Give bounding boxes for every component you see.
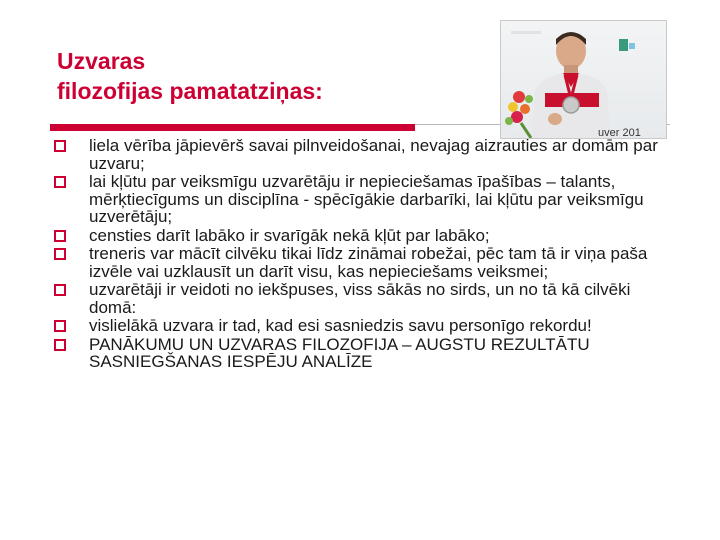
bullet-text: vislielākā uzvara ir tad, kad esi sasniedzis savu personīgo rekordu!	[89, 316, 592, 335]
slide-title	[57, 46, 477, 106]
bullet-text: uzvarētāji ir veidoti no iekšpuses, viss sākās no sirds, un no tā kā cilvēki domā:	[89, 280, 631, 317]
bullet-text: PANĀKUMU UN UZVARAS FILOZOFIJA – AUGSTU REZULTĀTU SASNIEGŠANAS IESPĒJU ANALĪZE	[89, 334, 590, 371]
title-line-2: filozofijas pamatatziņas:	[57, 78, 323, 104]
hollow-square-bullet-icon	[54, 339, 66, 351]
bullet-text: liela vērība jāpievērš savai pilnveidošanai, nevajag aizrauties ar domām par uzvaru;	[89, 136, 658, 173]
athlete-photo-illustration	[501, 21, 666, 138]
hollow-square-bullet-icon	[54, 248, 66, 260]
list-item	[52, 227, 682, 245]
list-item	[52, 137, 682, 172]
hollow-square-bullet-icon	[54, 230, 66, 242]
list-item	[52, 173, 682, 226]
list-item	[52, 281, 682, 316]
title-accent-bar	[50, 124, 415, 131]
athlete-photo	[500, 20, 667, 139]
hollow-square-bullet-icon	[54, 176, 66, 188]
hollow-square-bullet-icon	[54, 284, 66, 296]
bullet-text: lai kļūtu par veiksmīgu uzvarētāju ir nepieciešamas īpašības – talants, mērķtiecīgums un disciplīna - spēcīgākie darbarīki, lai kļūtu par veiksmīgu uzverētāju;	[89, 172, 644, 226]
bullet-text: treneris var mācīt cilvēku tikai līdz zināmai robežai, pēc tam tā ir viņa paša izvēle vai uzklausīt un darīt visu, kas nepieciešams veiksmei;	[89, 244, 648, 281]
list-item	[52, 336, 682, 371]
title-line-1: Uzvaras	[57, 48, 146, 74]
list-item	[52, 317, 682, 335]
bullet-text: censties darīt labāko ir svarīgāk nekā kļūt par labāko;	[89, 225, 490, 245]
hollow-square-bullet-icon	[54, 140, 66, 152]
photo-caption: uver 201	[598, 127, 641, 139]
list-item	[52, 245, 682, 280]
hollow-square-bullet-icon	[54, 320, 66, 332]
bullet-list	[52, 137, 682, 372]
